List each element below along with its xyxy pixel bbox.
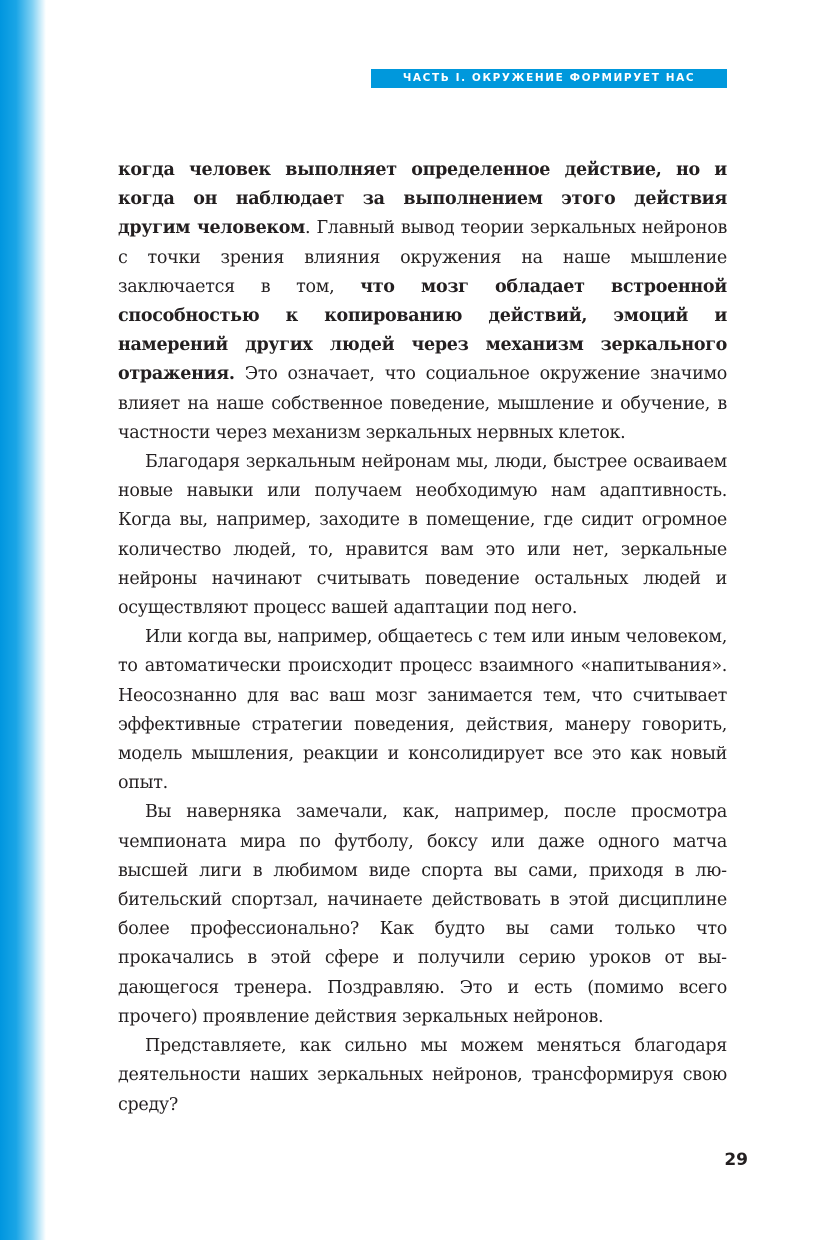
page-number: 29 <box>724 1150 748 1170</box>
body-text <box>118 156 727 1120</box>
text-run: Или когда вы, например, общаетесь с тем или иным человеком, то автоматически происходит процесс взаимного «напитывания». Неосознанно для вас ваш мозг занимается тем, что считывает эффективные стратегии поведения, действия, манеру говорить, модель мышления, реакции и консолидирует все это как новый опыт. <box>118 627 727 794</box>
paragraph-5 <box>118 1032 727 1120</box>
page-edge-color-band <box>0 0 46 1240</box>
text-run: Представляете, как сильно мы можем меняться благодаря деятельности наших зеркальных нейронов, трансформируя свою среду? <box>118 1036 727 1115</box>
text-run: Вы наверняка замечали, как, например, после просмотра чемпионата мира по футболу, боксу или даже одного матча высшей лиги в любимом виде спорта вы сами, приходя в любительский спортзал, начинаете действовать в этой дисциплине более профессионально? Как будто вы сами только что прокачались в этой сфере и получили серию уроков от выдающегося тренера. Поздравляю. Это и есть (помимо всего прочего) проявление действия зеркальных нейронов. <box>118 802 727 1027</box>
paragraph-4 <box>118 798 727 1032</box>
text-run: . Главный вывод теории зеркальных нейронов с точки зрения влияния окружения на наше мышление заключается в том, <box>118 218 727 297</box>
text-run: Это означает, что социальное окружение значимо влияет на наше собственное поведение, мышление и обучение, в частности через механизм зеркальных нервных клеток. <box>118 364 727 443</box>
paragraph-1 <box>118 156 727 448</box>
paragraph-3 <box>118 623 727 798</box>
text-run-bold: что мозг обладает встроенной способностью к копированию действий, эмоций и намерений других людей через механизм зеркального отражения. <box>118 276 727 385</box>
text-run: Благодаря зеркальным нейронам мы, люди, быстрее осваиваем новые навыки или получаем необходимую нам адаптивность. Когда вы, например, заходите в помещение, где сидит огромное количество людей, то, нравится вам это или нет, зеркальные нейроны начинают считывать поведение остальных людей и осуществляют процесс вашей адаптации под него. <box>118 452 727 619</box>
running-header: ЧАСТЬ I. ОКРУЖЕНИЕ ФОРМИРУЕТ НАС <box>371 69 727 88</box>
text-run-bold: когда человек выполняет определенное действие, но и когда он наблюдает за выполнением этого действия другим человеком <box>118 160 727 239</box>
paragraph-2 <box>118 448 727 623</box>
